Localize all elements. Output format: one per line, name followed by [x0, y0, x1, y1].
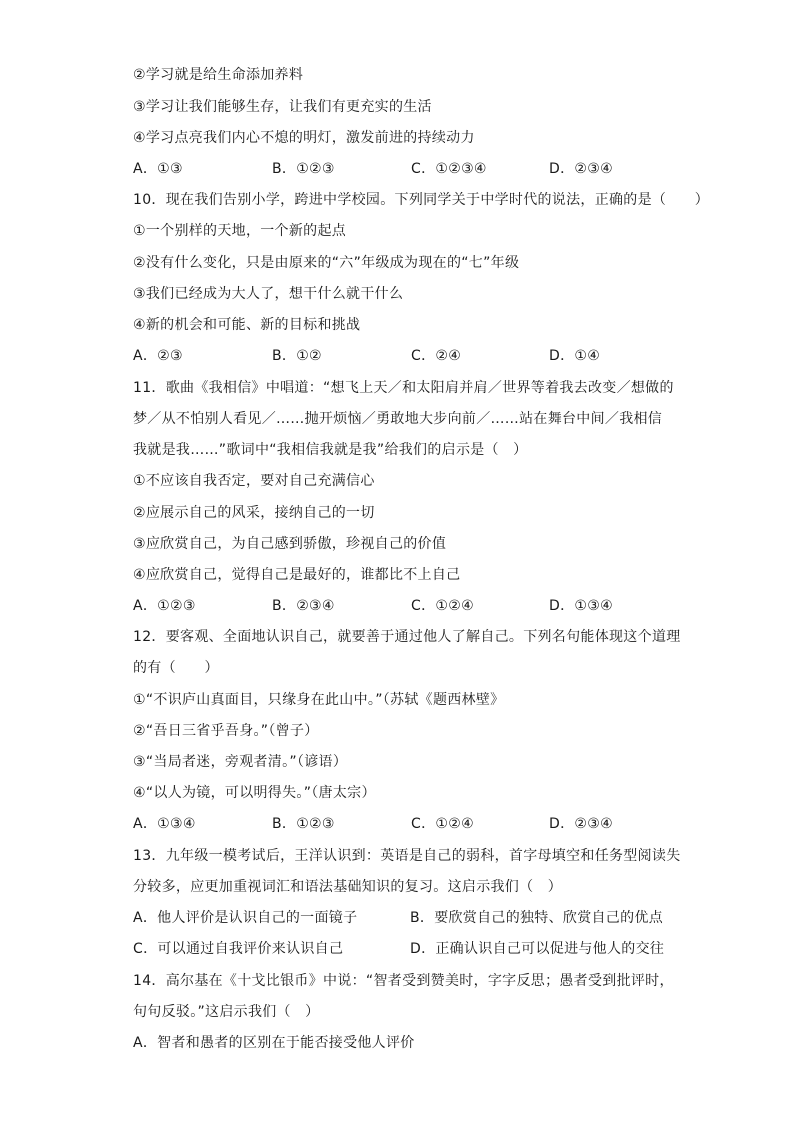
question-13-stem: 分较多，应更加重视词汇和语法基础知识的复习。这启示我们（ ）: [133, 879, 562, 895]
option-c: C．②④: [411, 348, 462, 364]
question-12-stem: 的有（ ）: [133, 660, 219, 676]
option-c: C．可以通过自我评价来认识自己: [133, 941, 344, 957]
option-b: B．①②③: [272, 816, 335, 832]
option-a: A．他人评价是认识自己的一面镜子: [133, 910, 358, 926]
statement: ③应欣赏自己，为自己感到骄傲，珍视自己的价值: [133, 536, 447, 552]
question-11-stem: 11．歌曲《我相信》中唱道：“想飞上天／和太阳肩并肩／世界等着我去改变／想做的: [133, 380, 674, 396]
question-14-stem: 14．高尔基在《十戈比银币》中说：“智者受到赞美时，字字反思；愚者受到批评时，: [133, 973, 674, 989]
option-a: A．智者和愚者的区别在于能否接受他人评价: [133, 1035, 415, 1051]
statement: ②学习就是给生命添加养料: [133, 67, 304, 83]
question-11-stem: 梦／从不怕别人看见／……抛开烦恼／勇敢地大步向前／……站在舞台中间／我相信: [133, 411, 663, 427]
statement: ①“不识庐山真面目，只缘身在此山中。”（苏轼《题西林壁》: [133, 692, 505, 708]
question-10-stem: 10．现在我们告别小学，跨进中学校园。下列同学关于中学时代的说法，正确的是（ ）: [133, 192, 710, 208]
option-a: A．①③: [133, 161, 183, 177]
option-c: C．①②④: [411, 598, 474, 614]
option-a: A．②③: [133, 348, 183, 364]
option-c: C．①②③④: [411, 161, 487, 177]
option-d: D．①④: [549, 348, 601, 364]
statement: ④学习点亮我们内心不熄的明灯，激发前进的持续动力: [133, 130, 475, 146]
question-13-stem: 13．九年级一模考试后，王洋认识到：英语是自己的弱科，首字母填空和任务型阅读失: [133, 848, 681, 864]
statement: ①一个别样的天地，一个新的起点: [133, 223, 347, 239]
option-d: D．②③④: [549, 161, 613, 177]
option-b: B．要欣赏自己的独特、欣赏自己的优点: [410, 910, 664, 926]
statement: ③我们已经成为大人了，想干什么就干什么: [133, 286, 404, 302]
question-12-stem: 12．要客观、全面地认识自己，就要善于通过他人了解自己。下列名句能体现这个道理: [133, 629, 681, 645]
option-b: B．①②: [272, 348, 322, 364]
statement: ③学习让我们能够生存，让我们有更充实的生活: [133, 99, 432, 115]
statement: ④“以人为镜，可以明得失。”（唐太宗）: [133, 785, 376, 801]
statement: ④新的机会和可能、新的目标和挑战: [133, 317, 361, 333]
option-d: D．②③④: [549, 816, 613, 832]
statement: ①不应该自我否定，要对自己充满信心: [133, 473, 375, 489]
statement: ②应展示自己的风采，接纳自己的一切: [133, 505, 375, 521]
option-a: A．①②③: [133, 598, 196, 614]
statement: ③“当局者迷，旁观者清。”（谚语）: [133, 754, 348, 770]
option-b: B．①②③: [272, 161, 335, 177]
option-d: D．①③④: [549, 598, 613, 614]
option-b: B．②③④: [272, 598, 335, 614]
statement: ④应欣赏自己，觉得自己是最好的，谁都比不上自己: [133, 567, 461, 583]
statement: ②没有什么变化，只是由原来的“六”年级成为现在的“七”年级: [133, 255, 520, 271]
question-11-stem: 我就是我……”歌词中“我相信我就是我”给我们的启示是（ ）: [133, 442, 528, 458]
option-a: A．①③④: [133, 816, 196, 832]
option-c: C．①②④: [411, 816, 474, 832]
statement: ②“吾日三省乎吾身。”（曾子）: [133, 723, 319, 739]
question-14-stem: 句句反驳。”这启示我们（ ）: [133, 1004, 320, 1020]
option-d: D．正确认识自己可以促进与他人的交往: [410, 941, 665, 957]
